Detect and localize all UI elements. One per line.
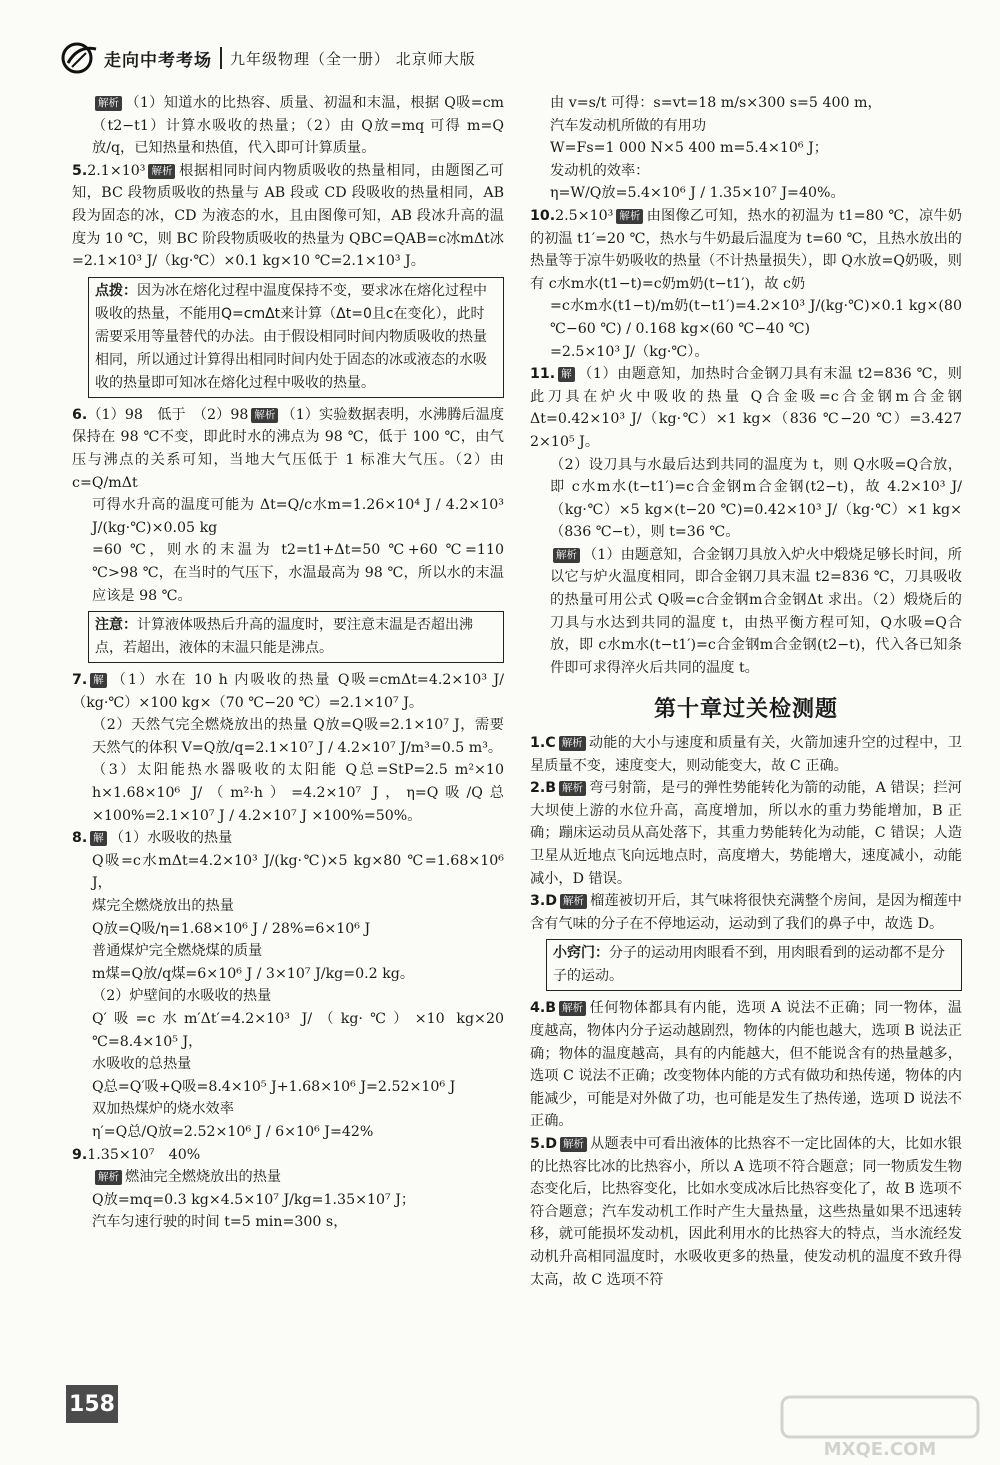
chapter-title: 第十章过关检测题 [653, 697, 838, 723]
answer-paragraph: （2）炉壁间的水吸收的热量 [92, 988, 272, 1005]
answer-paragraph: 双加热煤炉的烧水效率 [92, 1101, 234, 1118]
question-11: 11. 解 （1）由题意知，加热时合金钢刀具有末温 t2=836 ℃，则此刀具在炉火中吸收的热量 Q合金吸=c合金钢m合金钢Δt=0.42×10³ J/（kg·℃）×1 kg×（836 ℃−20 ℃）=3.427 2×10⁵ J。 [530, 366, 962, 450]
trick-box: 小窍门：分子的运动用肉眼看不到，用肉眼看到的运动都不是分子的运动。 [546, 939, 962, 991]
analysis-tag: 解析 [95, 96, 122, 111]
analysis-tag: 解析 [560, 1137, 587, 1152]
answer-paragraph: 汽车发动机所做的有用功 [550, 117, 707, 134]
watermark-text: MXQE.COM [823, 1439, 937, 1460]
chapter-question-3: 3.D 解析 榴莲被切开后，其气味将很快充满整个房间，是因为榴莲中含有气味的分子在不停地运动，运动到了我们的鼻子中，故选 D。 [530, 893, 962, 932]
answer-paragraph: 普通煤炉完全燃烧煤的质量 [92, 943, 263, 960]
analysis-tag: 解析 [616, 209, 643, 224]
answer-paragraph: 发动机的效率： [550, 162, 650, 179]
answer-paragraph: 汽车匀速行驶的时间 t=5 min=300 s， [92, 1214, 348, 1231]
solution-tag: 解 [90, 673, 107, 688]
page-number: 158 [66, 1385, 118, 1423]
left-column [72, 92, 504, 1234]
question-9: 9.1.35×10⁷ 40% [72, 1146, 201, 1163]
question-10: 10.2.5×10³ 解析 由图像乙可知，热水的初温为 t1=80 ℃，凉牛奶的初温 t1′=20 ℃，热水与牛奶最后温度为 t=60 ℃，且热水放出的热量等于凉牛奶吸收的热量（不计热量损失），即 Q水放=Q奶吸，则有 c水m水(t1−t)=c奶m奶(t−t1′)，故 c奶 [530, 207, 962, 292]
equation: m煤=Q放/q煤=6×10⁶ J / 3×10⁷ J/kg=0.2 kg。 [92, 965, 415, 982]
right-column [530, 92, 962, 1291]
answer-paragraph: 解析 （1）由题意知，合金钢刀具放入炉火中煅烧足够长时间，所以它与炉火温度相同，即合金钢刀具末温 t2=836 ℃，刀具吸收的热量可用公式 Q吸=c合金钢m合金钢Δt 求出。（2）煅烧后的刀具与水达到共同的温度 t，由热平衡方程可知，Q水吸=Q合放，即 c水m水(t−t1′)=c合金钢m合金钢(t2−t)，代入各已知条件即可求得淬火后共同的温度 t。 [550, 546, 962, 676]
analysis-tag: 解析 [560, 894, 587, 909]
analysis-tag: 解析 [148, 164, 175, 179]
equation: Q吸=c水mΔt=4.2×10³ J/(kg·℃)×5 kg×80 ℃=1.68×10⁶ J， [92, 852, 504, 892]
equation: 由 v=s/t 可得：s=vt=18 m/s×300 s=5 400 m， [550, 95, 882, 111]
brand-name: 走向中考考场 [104, 50, 212, 71]
answer-paragraph: 解析 （1）知道水的比热容、质量、初温和末温，根据 Q吸=cm（t2−t1）计算水吸收的热量；（2）由 Q放=mq 可得 m=Q放/q，已知热量和热值，代入即可计算质量。 [92, 95, 504, 157]
analysis-tag: 解析 [95, 1170, 122, 1185]
question-8: 8. 解 （1）水吸收的热量 [72, 830, 233, 847]
analysis-tag: 解析 [553, 548, 580, 563]
watermark-logo [780, 1395, 980, 1460]
equation: Q′吸=c水m′Δt′=4.2×10³ J/（kg·℃）×10 kg×20 ℃=8.4×10⁵ J， [92, 1011, 504, 1050]
answer-paragraph: （3）太阳能热水器吸收的太阳能 Q总=StP=2.5 m²×10 h×1.68×10⁶ J/（m²·h）=4.2×10⁷ J，η=Q吸/Q总×100%=2.1×10⁷ J / 4.2×10⁷ J ×100%=50%。 [92, 762, 504, 824]
question-6: 6.（1）98 低于 （2）98 解析 （1）实验数据表明，水沸腾后温度保持在 98 ℃不变，即此时水的沸点为 98 ℃，低于 100 ℃，由气压与沸点的关系可知，当地大气压低于 1 标准大气压。（2）由 c=Q/mΔt [72, 406, 505, 491]
header-divider [220, 47, 222, 69]
chapter-question-4: 4.B 解析 任何物体都具有内能，选项 A 说法不正确；同一物体，温度越高，物体内分子运动越剧烈，物体的内能也越大，选项 B 说法正确；物体的温度越高，具有的内能越大，但不能说含有的热量越多，选项 C 说法不正确；改变物体内能的方式有做功和热传递，物体的内能减少，可能是对外做了功，也可能是发生了热传递，选项 D 说法不正确。 [530, 1000, 962, 1130]
page-header [60, 40, 620, 76]
analysis-tag: 解析 [251, 408, 278, 423]
tip-box: 点拨：因为冰在熔化过程中温度保持不变，要求冰在熔化过程中吸收的热量，不能用Q=cmΔt来计算（Δt=0且c在变化），此时需要采用等量替代的办法。由于假设相同时间内物质吸收的热量相同，所以通过计算得出相同时间内处于固态的冰或液态的水吸收的热量即可知冰在熔化过程中吸收的热量。 [88, 277, 504, 398]
brand-logo-icon [60, 41, 100, 75]
equation: Q放=Q吸/η=1.68×10⁶ J / 28%=6×10⁶ J [92, 920, 371, 937]
chapter-question-5: 5.D 解析 从题表中可看出液体的比热容不一定比固体的大，比如水银的比热容比冰的比热容小，所以 A 选项不符合题意；同一物质发生物态变化后，比热容变化，比如水变成冰后比热容变化了，故 B 选项不符合题意；汽车发动机工作时产生大量热量，这些热量如果不迅速转移，就可能损坏发动机，因此利用水的比热容大的特点，当水流经发动机升高相同温度时，水吸收更多的热量，使发动机的温度不致升得太高，故 C 选项不符 [530, 1135, 962, 1288]
equation: =c水m水(t1−t)/m奶(t−t1′)=4.2×10³ J/(kg·℃)×0.1 kg×(80 ℃−60 ℃) / 0.168 kg×(60 ℃−40 ℃) [550, 298, 962, 337]
answer-paragraph: 解析 燃油完全燃烧放出的热量 [72, 1166, 504, 1189]
equation: W=Fs=1 000 N×5 400 m=5.4×10⁶ J； [550, 140, 828, 157]
analysis-tag: 解析 [559, 736, 586, 751]
answer-paragraph: （2）设刀具与水最后达到共同的温度为 t，则 Q水吸=Q合放，即 c水m水(t−t1′)=c合金钢m合金钢(t2−t)，故 4.2×10³ J/（kg·℃）×5 kg×(t−20 ℃)=0.42×10³ J/（kg·℃）×1 kg×（836 ℃−t），则 t=36 ℃。 [550, 456, 962, 541]
answer-paragraph: （2）天然气完全燃烧放出的热量 Q放=Q吸=2.1×10⁷ J，需要天然气的体积 V=Q放/q=2.1×10⁷ J / 4.2×10⁷ J/m³=0.5 m³。 [92, 717, 504, 756]
equation: Q总=Q′吸+Q吸=8.4×10⁵ J+1.68×10⁶ J=2.52×10⁶ J [92, 1078, 456, 1095]
solution-tag: 解 [90, 831, 107, 846]
equation: 可得水升高的温度可能为 Δt=Q/c水m=1.26×10⁴ J / 4.2×10³ J/(kg·℃)×0.05 kg [92, 497, 504, 536]
analysis-tag: 解析 [559, 1001, 586, 1016]
note-box: 注意：计算液体吸热后升高的温度时，要注意末温是否超出沸点，若超出，液体的末温只能是沸点。 [88, 611, 504, 663]
solution-tag: 解 [558, 367, 575, 382]
answer-paragraph: =60 ℃，则水的末温为 t2=t1+Δt=50 ℃+60 ℃=110 ℃>98 ℃，在当时的气压下，水温最高为 98 ℃，所以水的末温应该是 98 ℃。 [92, 542, 504, 604]
chapter-question-1: 1.C 解析 动能的大小与速度和质量有关，火箭加速升空的过程中，卫星质量不变，速度变大，则动能变大，故 C 正确。 [530, 735, 962, 774]
equation: η′=Q总/Q放=2.52×10⁶ J / 6×10⁶ J=42% [92, 1123, 374, 1140]
question-7: 7. 解 （1）水在 10 h 内吸收的热量 Q吸=cmΔt=4.2×10³ J/（kg·℃）×100 kg×（70 ℃−20 ℃）=2.1×10⁷ J。 [72, 672, 504, 711]
equation: η=W/Q放=5.4×10⁶ J / 1.35×10⁷ J=40%。 [550, 185, 845, 202]
answer-paragraph: 水吸收的总热量 [92, 1056, 192, 1073]
equation: =2.5×10³ J/（kg·℃）。 [550, 343, 709, 360]
equation: Q放=mq=0.3 kg×4.5×10⁷ J/kg=1.35×10⁷ J； [92, 1191, 416, 1208]
analysis-tag: 解析 [559, 781, 586, 796]
book-title: 九年级物理（全一册） 北京师大版 [230, 49, 476, 68]
chapter-question-2: 2.B 解析 弯弓射箭，是弓的弹性势能转化为箭的动能，A 错误；拦河大坝使上游的水位升高，高度增加，所以水的重力势能增加，B 正确；蹦床运动员从高处落下，其重力势能转化为动能，C 错误；人造卫星从近地点飞向远地点时，高度增大，势能增大，速度减小，动能减小，D 错误。 [530, 780, 962, 887]
question-5: 5.2.1×10³ 解析 根据相同时间内物质吸收的热量相同，由题图乙可知，BC 段物质吸收的热量与 AB 段或 CD 段吸收的热量相同，AB 段为固态的冰，CD 为液态的水，且由图像可知，AB 段冰升高的温度为 10 ℃，则 BC 阶段物质吸收的热量为 QBC=QAB=c冰mΔt冰=2.1×10³ J/（kg·℃）×0.1 kg×10 ℃=2.1×10³ J。 [72, 162, 504, 270]
answer-paragraph: 煤完全燃烧放出的热量 [92, 898, 234, 915]
